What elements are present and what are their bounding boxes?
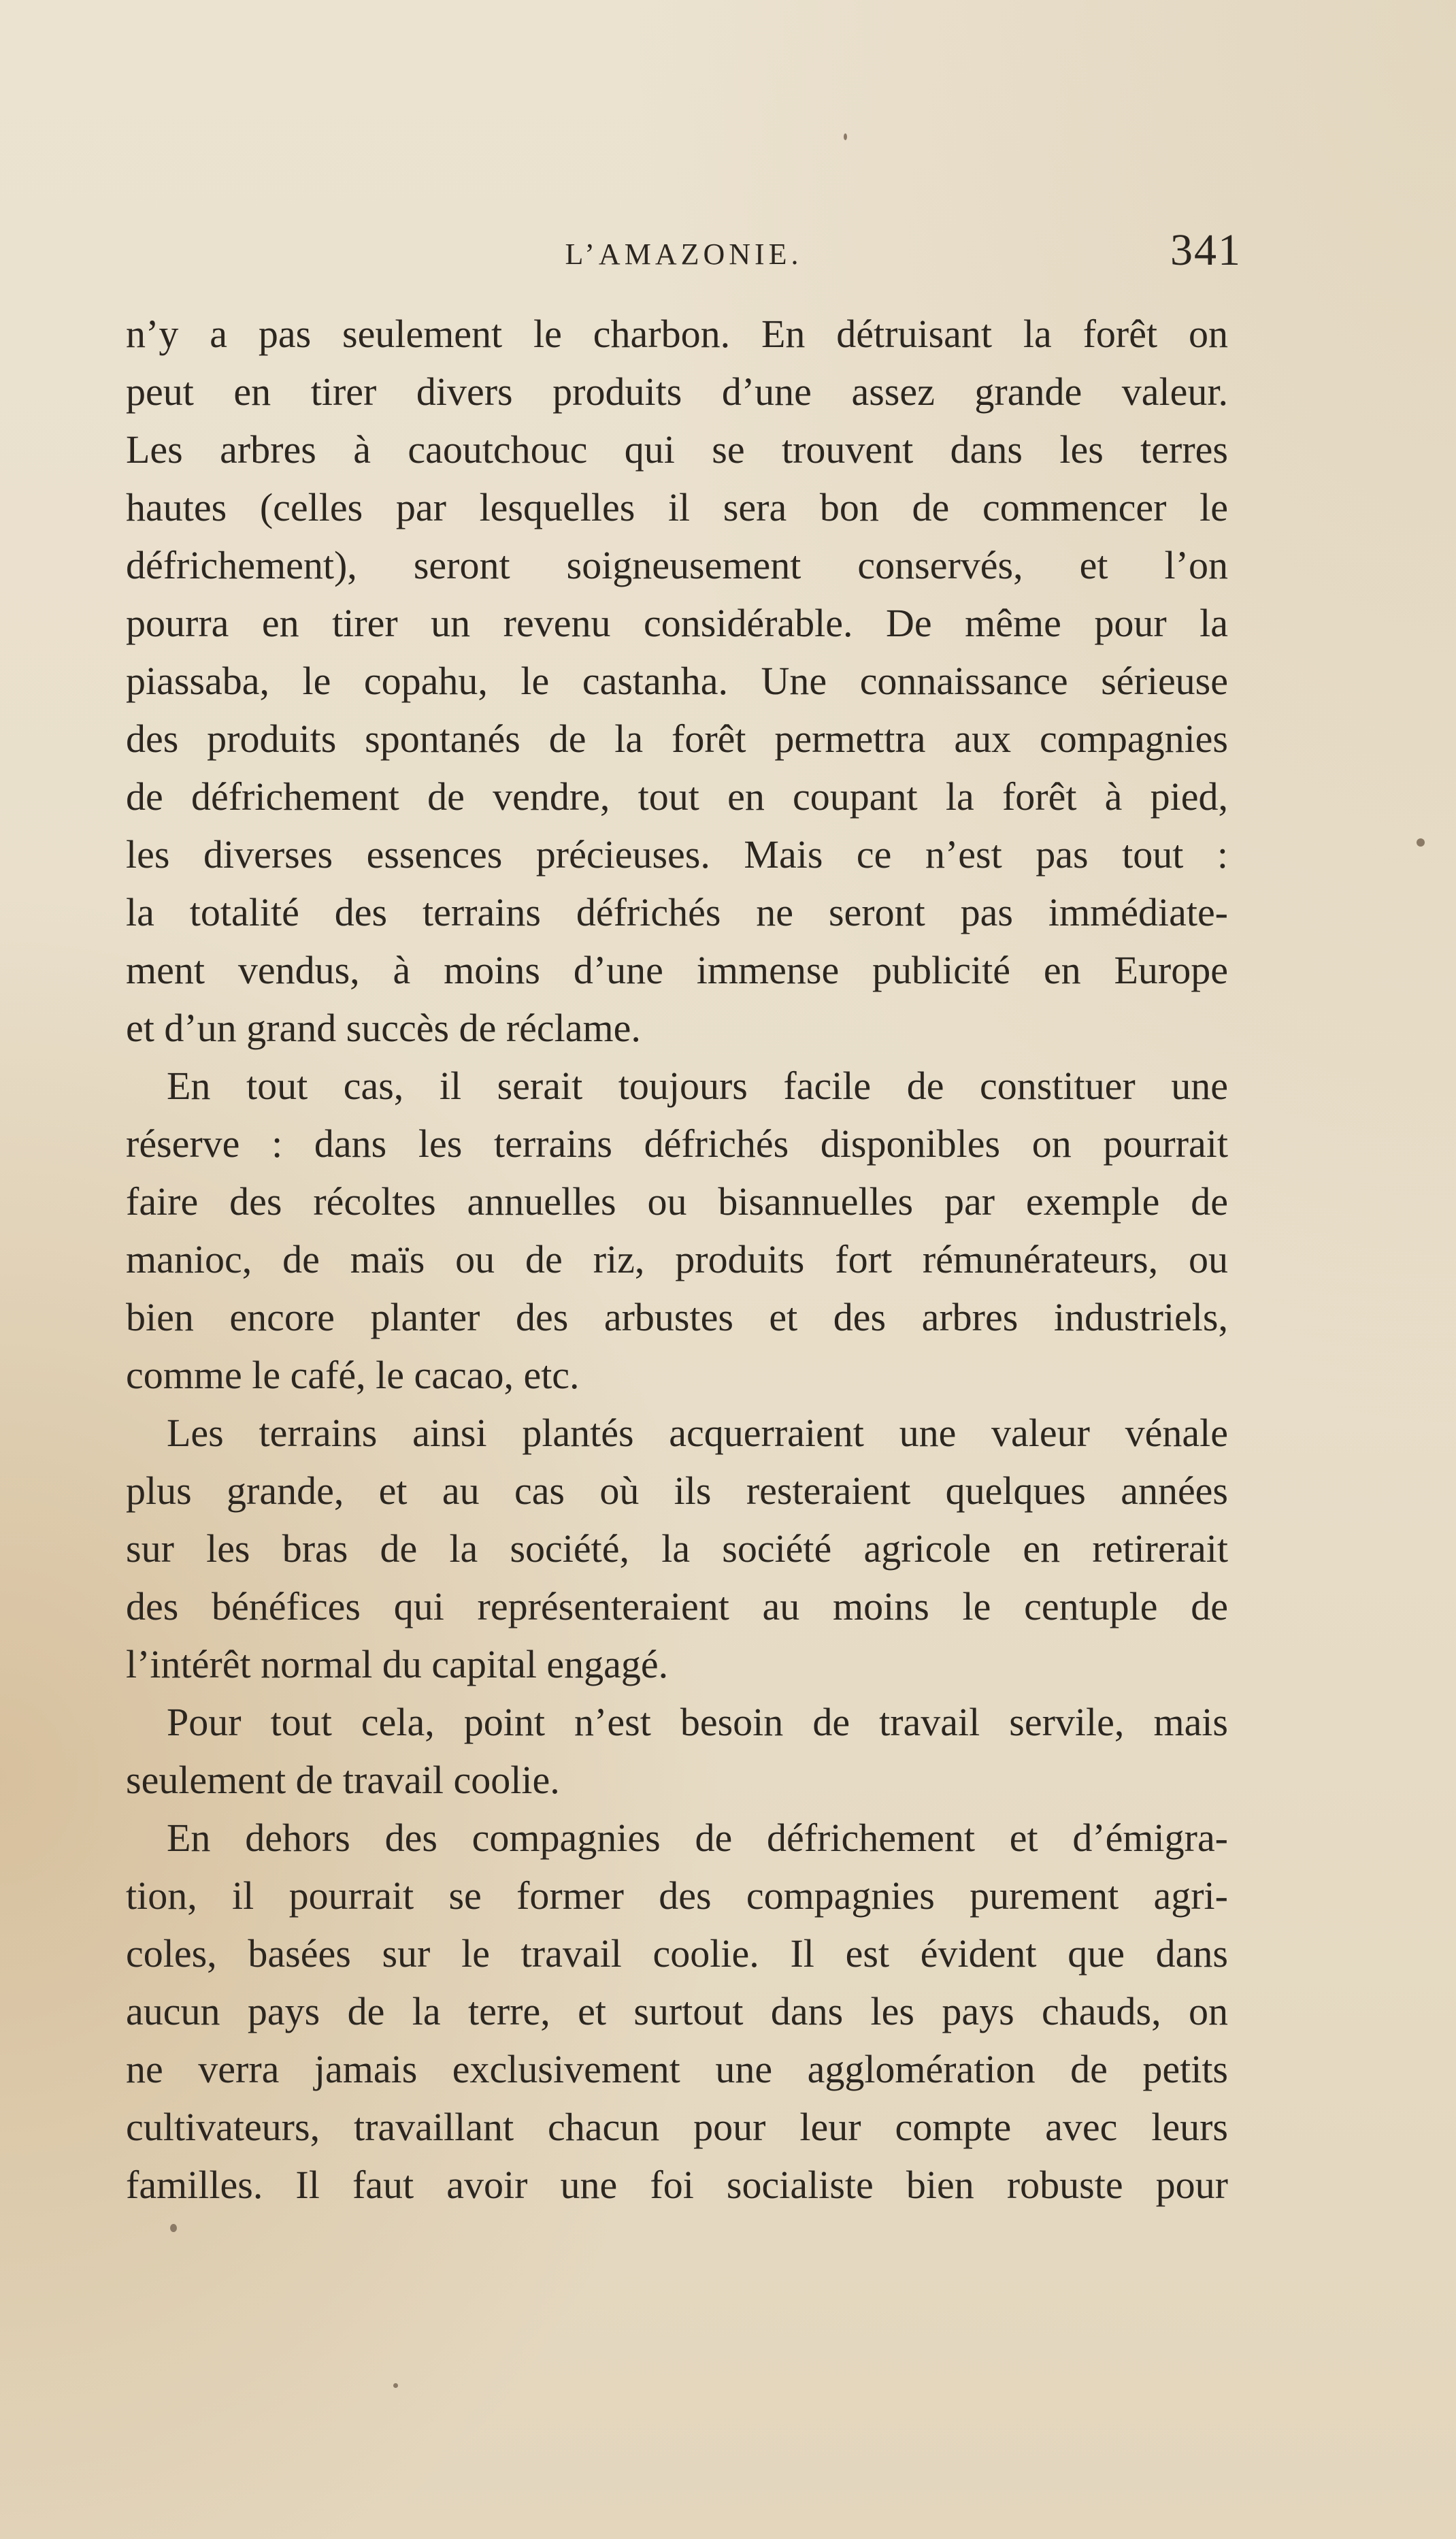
text-line: des produits spontanés de la forêt permettra aux compagnies [126, 717, 1228, 761]
ink-speck [393, 2383, 398, 2388]
text-line: pourra en tirer un revenu considérable. De même pour la [126, 601, 1228, 645]
page-number: 341 [1170, 225, 1242, 275]
text-line: faire des récoltes annuelles ou bisannuelles par exemple de [126, 1179, 1228, 1224]
text-line: la totalité des terrains défrichés ne seront pas immédiate- [126, 890, 1228, 934]
running-head [126, 225, 1242, 279]
text-line: de défrichement de vendre, tout en coupant la forêt à pied, [126, 774, 1228, 819]
text-line: Les terrains ainsi plantés acquerraient une valeur vénale [167, 1411, 1228, 1455]
text-line: ment vendus, à moins d’une immense publicité en Europe [126, 948, 1228, 992]
text-line: peut en tirer divers produits d’une assez grande valeur. [126, 370, 1228, 414]
text-line: n’y a pas seulement le charbon. En détruisant la forêt on [126, 312, 1228, 356]
text-line: réserve : dans les terrains défrichés disponibles on pourrait [126, 1121, 1228, 1166]
body-text [126, 305, 1228, 2214]
text-line: seulement de travail coolie. [126, 1758, 560, 1802]
text-line: cultivateurs, travaillant chacun pour leur compte avec leurs [126, 2105, 1228, 2149]
text-line: et d’un grand succès de réclame. [126, 1006, 641, 1050]
ink-speck [170, 2224, 177, 2232]
text-line: Pour tout cela, point n’est besoin de travail servile, mais [167, 1700, 1228, 1744]
text-line: piassaba, le copahu, le castanha. Une connaissance sérieuse [126, 659, 1228, 703]
text-line: comme le café, le cacao, etc. [126, 1353, 580, 1397]
running-title: L’AMAZONIE. [565, 237, 803, 271]
text-line: ne verra jamais exclusivement une agglomération de petits [126, 2047, 1228, 2091]
text-line: sur les bras de la société, la société agricole en retirerait [126, 1526, 1228, 1571]
text-line: des bénéfices qui représenteraient au moins le centuple de [126, 1584, 1228, 1628]
text-line: En tout cas, il serait toujours facile de constituer une [167, 1064, 1228, 1108]
text-line: Les arbres à caoutchouc qui se trouvent dans les terres [126, 427, 1228, 472]
text-line: l’intérêt normal du capital engagé. [126, 1642, 669, 1686]
text-line: hautes (celles par lesquelles il sera bon de commencer le [126, 485, 1228, 529]
text-line: En dehors des compagnies de défrichement et d’émigra- [167, 1816, 1228, 1860]
text-line: familles. Il faut avoir une foi socialiste bien robuste pour [126, 2163, 1228, 2207]
text-line: manioc, de maïs ou de riz, produits fort rémunérateurs, ou [126, 1237, 1228, 1281]
text-line: défrichement), seront soigneusement conservés, et l’on [126, 543, 1228, 587]
text-line: les diverses essences précieuses. Mais ce n’est pas tout : [126, 832, 1228, 877]
text-line: tion, il pourrait se former des compagnies purement agri- [126, 1873, 1228, 1918]
text-line: coles, basées sur le travail coolie. Il est évident que dans [126, 1931, 1228, 1976]
ink-speck [1417, 838, 1425, 847]
ink-speck [844, 133, 847, 140]
text-line: plus grande, et au cas où ils resteraient quelques années [126, 1469, 1228, 1513]
text-line: aucun pays de la terre, et surtout dans les pays chauds, on [126, 1989, 1228, 2033]
text-line: bien encore planter des arbustes et des arbres industriels, [126, 1295, 1228, 1339]
